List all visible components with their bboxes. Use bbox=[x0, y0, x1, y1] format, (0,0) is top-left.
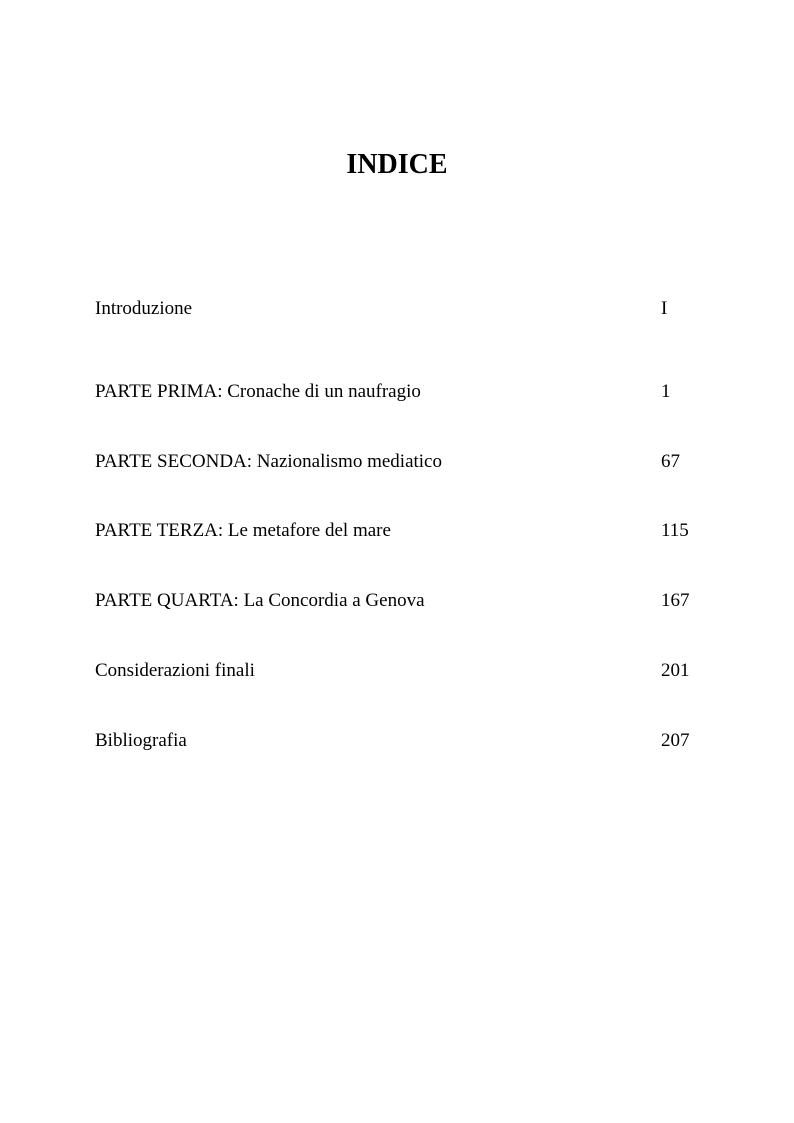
toc-entry-label: Introduzione bbox=[95, 298, 193, 319]
toc-entry-page-number: 207 bbox=[661, 730, 690, 751]
toc-entry-page-number: 115 bbox=[661, 520, 689, 541]
toc-entry-page-number: 201 bbox=[661, 660, 690, 681]
toc-entry-bibliografia bbox=[95, 728, 715, 754]
toc-entry-label: PARTE SECONDA: Nazionalismo mediatico bbox=[95, 451, 442, 472]
toc-entry-label: PARTE TERZA: Le metafore del mare bbox=[95, 520, 391, 541]
toc-entry-parte-terza bbox=[95, 518, 715, 544]
toc-entry-introduzione bbox=[95, 296, 715, 322]
toc-entry-label: PARTE QUARTA: La Concordia a Genova bbox=[95, 590, 425, 611]
page-title: INDICE bbox=[346, 149, 448, 180]
toc-entry-label: Considerazioni finali bbox=[95, 660, 255, 681]
toc-entry-page-number: I bbox=[661, 298, 668, 319]
toc-entry-label: Bibliografia bbox=[95, 730, 187, 751]
toc-entry-page-number: 67 bbox=[661, 451, 680, 472]
toc-entry-page-number: 1 bbox=[661, 381, 671, 402]
toc-entry-label: PARTE PRIMA: Cronache di un naufragio bbox=[95, 381, 421, 402]
toc-entry-parte-seconda bbox=[95, 449, 715, 475]
toc-entry-page-number: 167 bbox=[661, 590, 690, 611]
toc-entry-parte-quarta bbox=[95, 588, 715, 614]
toc-entry-considerazioni-finali bbox=[95, 658, 715, 684]
toc-entry-parte-prima bbox=[95, 379, 715, 405]
